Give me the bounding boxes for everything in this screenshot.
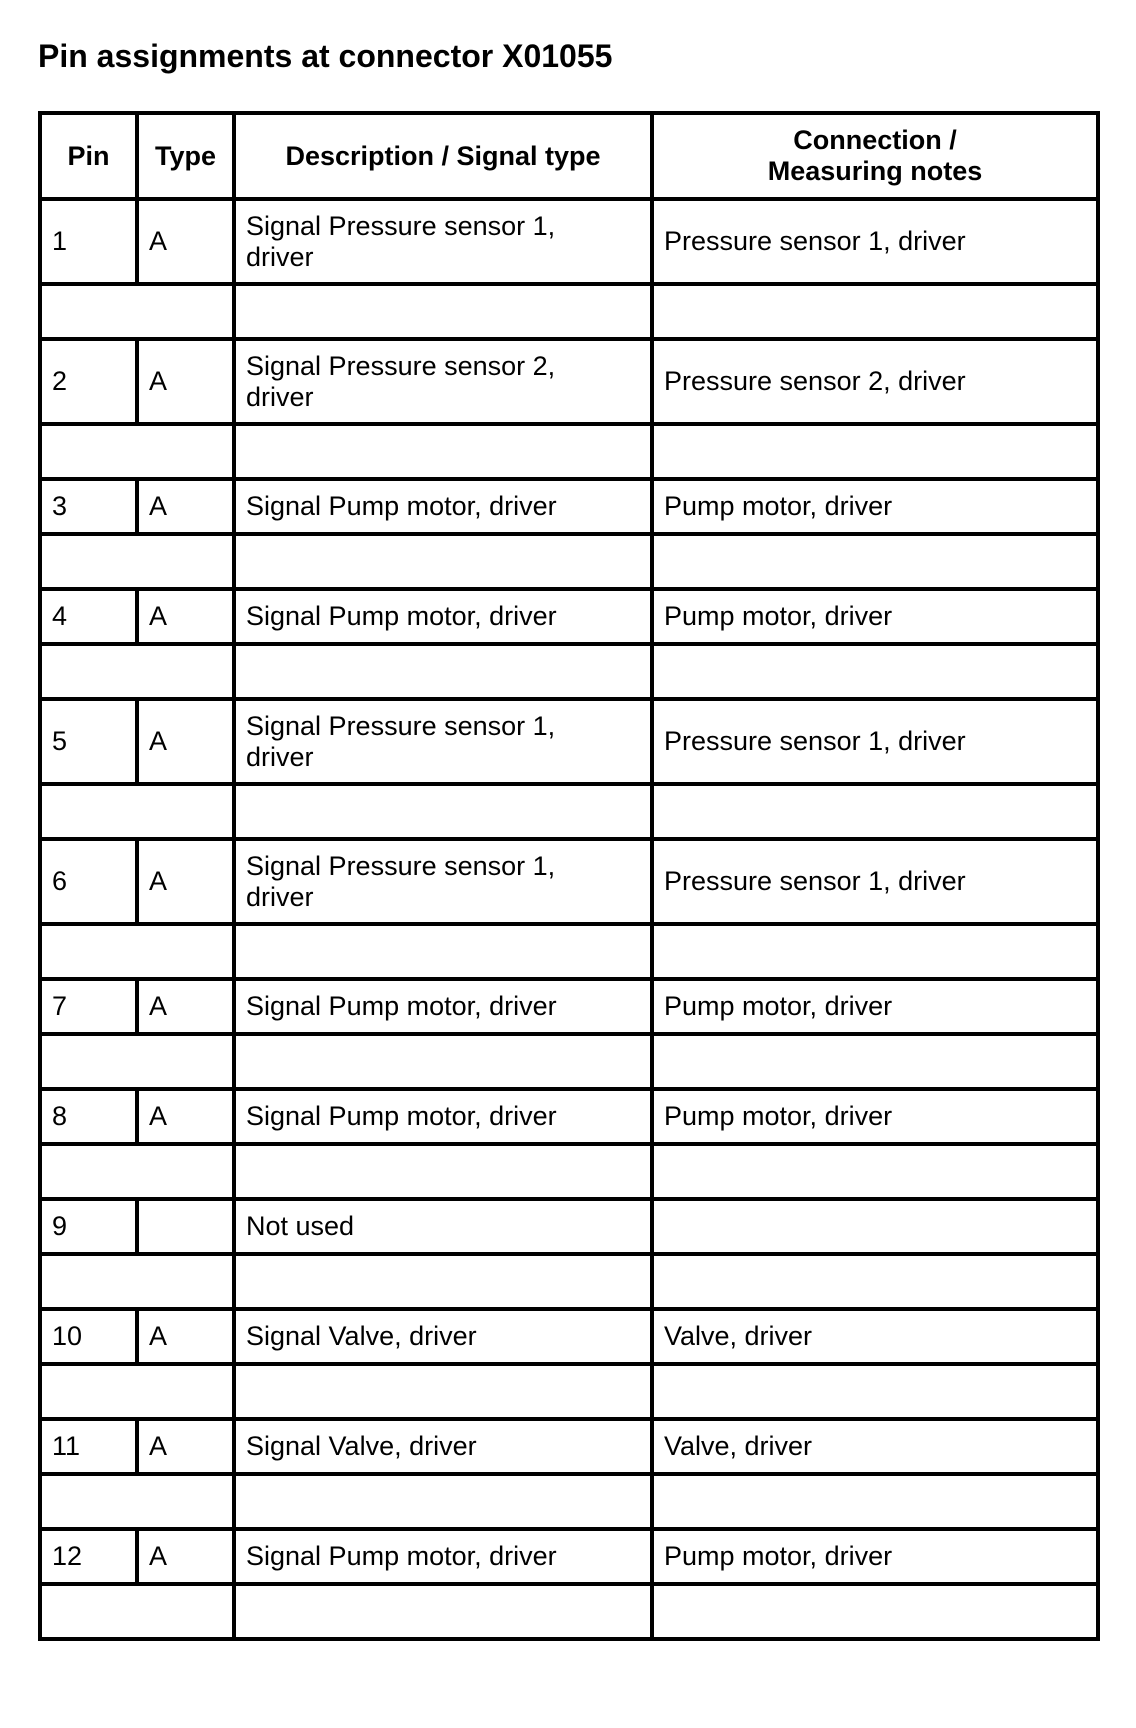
spacer-cell-connection (652, 1474, 1098, 1529)
spacer-cell-connection (652, 644, 1098, 699)
spacer-cell-pin-type (40, 1474, 234, 1529)
page-title: Pin assignments at connector X01055 (38, 38, 613, 74)
spacer-cell-connection (652, 1364, 1098, 1419)
type-cell (137, 1199, 234, 1254)
spacer-cell-pin-type (40, 784, 234, 839)
description-cell (234, 1089, 652, 1144)
description-line1: Signal Pump motor, driver (246, 991, 557, 1021)
spacer-cell-description (234, 1254, 652, 1309)
spacer-cell-connection (652, 1254, 1098, 1309)
table-row (40, 1309, 1098, 1364)
spacer-cell-description (234, 534, 652, 589)
pin-cell: 7 (40, 979, 137, 1034)
table-spacer-row (40, 924, 1098, 979)
table-row (40, 1419, 1098, 1474)
spacer-cell-connection (652, 1584, 1098, 1639)
type-cell: A (137, 589, 234, 644)
type-cell: A (137, 479, 234, 534)
description-line1: Signal Pump motor, driver (246, 491, 557, 521)
connection-cell: Pump motor, driver (652, 1089, 1098, 1144)
pin-cell: 5 (40, 699, 137, 784)
pin-cell: 2 (40, 339, 137, 424)
description-line1: Signal Pressure sensor 1, (246, 850, 556, 881)
header-description: Description / Signal type (234, 113, 652, 199)
description-line2: driver (246, 381, 314, 412)
header-connection-line2: Measuring notes (767, 156, 983, 186)
spacer-cell-description (234, 424, 652, 479)
spacer-cell-description (234, 924, 652, 979)
table-spacer-row (40, 1584, 1098, 1639)
table-row (40, 839, 1098, 924)
connection-cell: Pump motor, driver (652, 1529, 1098, 1584)
description-line2: driver (246, 741, 314, 772)
header-type: Type (137, 113, 234, 199)
table-row (40, 1199, 1098, 1254)
spacer-cell-description (234, 1144, 652, 1199)
table-spacer-row (40, 284, 1098, 339)
description-cell (234, 199, 652, 284)
description-cell (234, 1309, 652, 1364)
table-row (40, 1089, 1098, 1144)
description-line1: Signal Pressure sensor 2, (246, 350, 556, 381)
spacer-cell-pin-type (40, 1144, 234, 1199)
header-connection-line1: Connection / (793, 125, 957, 155)
spacer-cell-description (234, 1584, 652, 1639)
table-header-row (40, 113, 1098, 199)
spacer-cell-description (234, 1474, 652, 1529)
pin-cell: 9 (40, 1199, 137, 1254)
spacer-cell-connection (652, 924, 1098, 979)
table-spacer-row (40, 644, 1098, 699)
spacer-cell-connection (652, 534, 1098, 589)
description-cell (234, 339, 652, 424)
table-spacer-row (40, 1254, 1098, 1309)
description-cell (234, 699, 652, 784)
description-line2: driver (246, 881, 314, 912)
type-cell: A (137, 199, 234, 284)
connection-cell: Valve, driver (652, 1419, 1098, 1474)
spacer-cell-pin-type (40, 1254, 234, 1309)
spacer-cell-description (234, 284, 652, 339)
pin-cell: 4 (40, 589, 137, 644)
description-cell (234, 589, 652, 644)
table-row (40, 479, 1098, 534)
pin-cell: 1 (40, 199, 137, 284)
connection-cell: Pump motor, driver (652, 979, 1098, 1034)
spacer-cell-pin-type (40, 1584, 234, 1639)
connection-cell (652, 1199, 1098, 1254)
table-spacer-row (40, 1474, 1098, 1529)
type-cell: A (137, 979, 234, 1034)
table-spacer-row (40, 1364, 1098, 1419)
spacer-cell-pin-type (40, 1034, 234, 1089)
connection-cell: Pressure sensor 2, driver (652, 339, 1098, 424)
connection-cell: Pressure sensor 1, driver (652, 839, 1098, 924)
pin-cell: 10 (40, 1309, 137, 1364)
spacer-cell-pin-type (40, 424, 234, 479)
connection-cell: Pump motor, driver (652, 589, 1098, 644)
header-connection (652, 113, 1098, 199)
description-line1: Not used (246, 1211, 355, 1241)
table-spacer-row (40, 534, 1098, 589)
type-cell: A (137, 839, 234, 924)
table-row (40, 979, 1098, 1034)
header-pin: Pin (40, 113, 137, 199)
spacer-cell-description (234, 1034, 652, 1089)
connection-cell: Pump motor, driver (652, 479, 1098, 534)
spacer-cell-pin-type (40, 924, 234, 979)
pin-cell: 12 (40, 1529, 137, 1584)
spacer-cell-pin-type (40, 1364, 234, 1419)
spacer-cell-description (234, 1364, 652, 1419)
description-line2: driver (246, 241, 314, 272)
spacer-cell-connection (652, 424, 1098, 479)
description-cell (234, 479, 652, 534)
table-spacer-row (40, 1034, 1098, 1089)
type-cell: A (137, 699, 234, 784)
table-row (40, 699, 1098, 784)
pin-cell: 6 (40, 839, 137, 924)
type-cell: A (137, 339, 234, 424)
connection-cell: Pressure sensor 1, driver (652, 699, 1098, 784)
table-spacer-row (40, 424, 1098, 479)
table-spacer-row (40, 1144, 1098, 1199)
spacer-cell-connection (652, 1144, 1098, 1199)
description-cell (234, 1199, 652, 1254)
table-row (40, 589, 1098, 644)
pin-cell: 8 (40, 1089, 137, 1144)
description-cell (234, 1529, 652, 1584)
spacer-cell-pin-type (40, 534, 234, 589)
type-cell: A (137, 1089, 234, 1144)
table-body (40, 199, 1098, 1639)
description-line1: Signal Valve, driver (246, 1321, 477, 1351)
table-row (40, 339, 1098, 424)
table-spacer-row (40, 784, 1098, 839)
spacer-cell-description (234, 784, 652, 839)
type-cell: A (137, 1419, 234, 1474)
spacer-cell-connection (652, 284, 1098, 339)
description-cell (234, 1419, 652, 1474)
description-line1: Signal Pump motor, driver (246, 1541, 557, 1571)
table-row (40, 199, 1098, 284)
spacer-cell-pin-type (40, 644, 234, 699)
spacer-cell-connection (652, 784, 1098, 839)
description-line1: Signal Pressure sensor 1, (246, 710, 556, 741)
description-cell (234, 839, 652, 924)
type-cell: A (137, 1529, 234, 1584)
description-line1: Signal Pressure sensor 1, (246, 210, 556, 241)
pin-assignment-table (38, 111, 1100, 1641)
table-row (40, 1529, 1098, 1584)
spacer-cell-description (234, 644, 652, 699)
description-line1: Signal Pump motor, driver (246, 1101, 557, 1131)
description-line1: Signal Pump motor, driver (246, 601, 557, 631)
type-cell: A (137, 1309, 234, 1364)
description-line1: Signal Valve, driver (246, 1431, 477, 1461)
spacer-cell-connection (652, 1034, 1098, 1089)
connection-cell: Pressure sensor 1, driver (652, 199, 1098, 284)
connection-cell: Valve, driver (652, 1309, 1098, 1364)
pin-cell: 3 (40, 479, 137, 534)
pin-cell: 11 (40, 1419, 137, 1474)
spacer-cell-pin-type (40, 284, 234, 339)
description-cell (234, 979, 652, 1034)
